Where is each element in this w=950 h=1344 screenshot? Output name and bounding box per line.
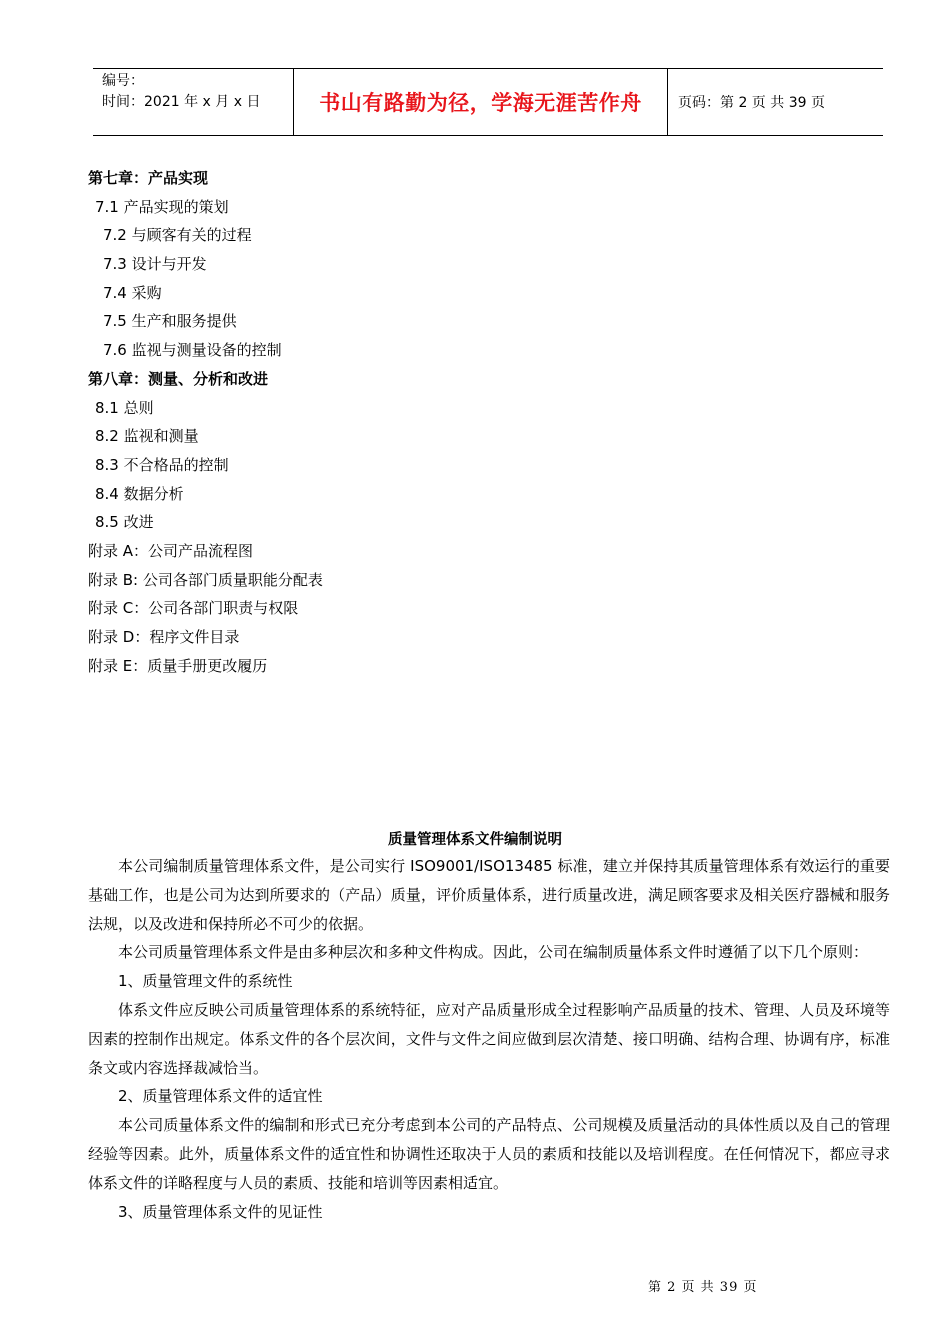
toc-appendix-c: 附录 C：公司各部门职责与权限 bbox=[88, 599, 299, 618]
toc-appendix-d: 附录 D：程序文件目录 bbox=[88, 628, 240, 646]
toc-item-8-4: 8.4 数据分析 bbox=[95, 484, 184, 503]
toc-item-7-1: 7.1 产品实现的策划 bbox=[95, 197, 229, 216]
toc-appendix-b: 附录 B: 公司各部门质量职能分配表 bbox=[88, 570, 323, 589]
toc-appendix-e: 附录 E：质量手册更改履历 bbox=[88, 656, 268, 675]
paragraph: 本公司质量体系文件的编制和形式已充分考虑到本公司的产品特点、公司规模及质量活动的具体性质以及自己的管理经验等因素。此外，质量体系文件的适宜性和协调性还取决于人员的素质和技能以及培训程度。在任何情况下，都应寻求体系文件的详略程度与人员的素质、技能和培训等因素相适宜。 bbox=[88, 1116, 890, 1192]
toc-item-7-3: 7.3 设计与开发 bbox=[103, 255, 207, 274]
toc-chapter-8: 第八章：测量、分析和改进 bbox=[88, 369, 269, 388]
header-motto: 书山有路勤为径，学海无涯苦作舟 bbox=[294, 69, 668, 135]
toc-chapter-7: 第七章：产品实现 bbox=[88, 169, 209, 187]
document-time-label: 时间：2021 年 x 月 x 日 bbox=[102, 94, 261, 110]
header-page-info: 页码：第 2 页 共 39 页 bbox=[678, 95, 825, 111]
paragraph: 体系文件应反映公司质量管理体系的系统特征，应对产品质量形成全过程影响产品质量的技术、管理、人员及环境等因素的控制作出规定。体系文件的各个层次间，文件与文件之间应做到层次清楚、接口明确、结构合理、协调有序，标准条文或内容选择裁减恰当。 bbox=[88, 1000, 890, 1077]
toc-item-8-3: 8.3 不合格品的控制 bbox=[95, 455, 229, 474]
paragraph-heading: 2、质量管理体系文件的适宜性 bbox=[118, 1087, 323, 1106]
document-number-label: 编号： bbox=[102, 73, 144, 89]
document-header bbox=[93, 68, 883, 136]
table-of-contents bbox=[88, 164, 323, 680]
section-title: 质量管理体系文件编制说明 bbox=[388, 832, 562, 848]
toc-item-7-4: 7.4 采购 bbox=[103, 283, 162, 302]
paragraph: 本公司编制质量管理体系文件，是公司实行 ISO9001/ISO13485 标准，建立并保持其质量管理体系有效运行的重要基础工作，也是公司为达到所要求的（产品）质量，评价质量体系，进行质量改进，满足顾客要求及相关医疗器械和服务法规，以及改进和保持所必不可少的依据。 bbox=[88, 857, 890, 933]
header-meta-cell bbox=[93, 69, 294, 135]
toc-item-8-1: 8.1 总则 bbox=[95, 398, 154, 417]
paragraph-heading: 3、质量管理体系文件的见证性 bbox=[118, 1202, 323, 1221]
paragraph-heading: 1、质量管理文件的系统性 bbox=[118, 972, 293, 991]
toc-item-8-2: 8.2 监视和测量 bbox=[95, 427, 199, 446]
toc-item-8-5: 8.5 改进 bbox=[95, 513, 154, 532]
toc-item-7-5: 7.5 生产和服务提供 bbox=[103, 312, 237, 331]
toc-item-7-2: 7.2 与顾客有关的过程 bbox=[103, 226, 252, 245]
page-footer: 第 2 页 共 39 页 bbox=[648, 1280, 758, 1295]
section-body bbox=[88, 852, 890, 1226]
toc-appendix-a: 附录 A：公司产品流程图 bbox=[88, 541, 254, 560]
toc-item-7-6: 7.6 监视与测量设备的控制 bbox=[103, 341, 282, 360]
paragraph: 本公司质量管理体系文件是由多种层次和多种文件构成。因此，公司在编制质量体系文件时遵循了以下几个原则： bbox=[118, 943, 869, 962]
